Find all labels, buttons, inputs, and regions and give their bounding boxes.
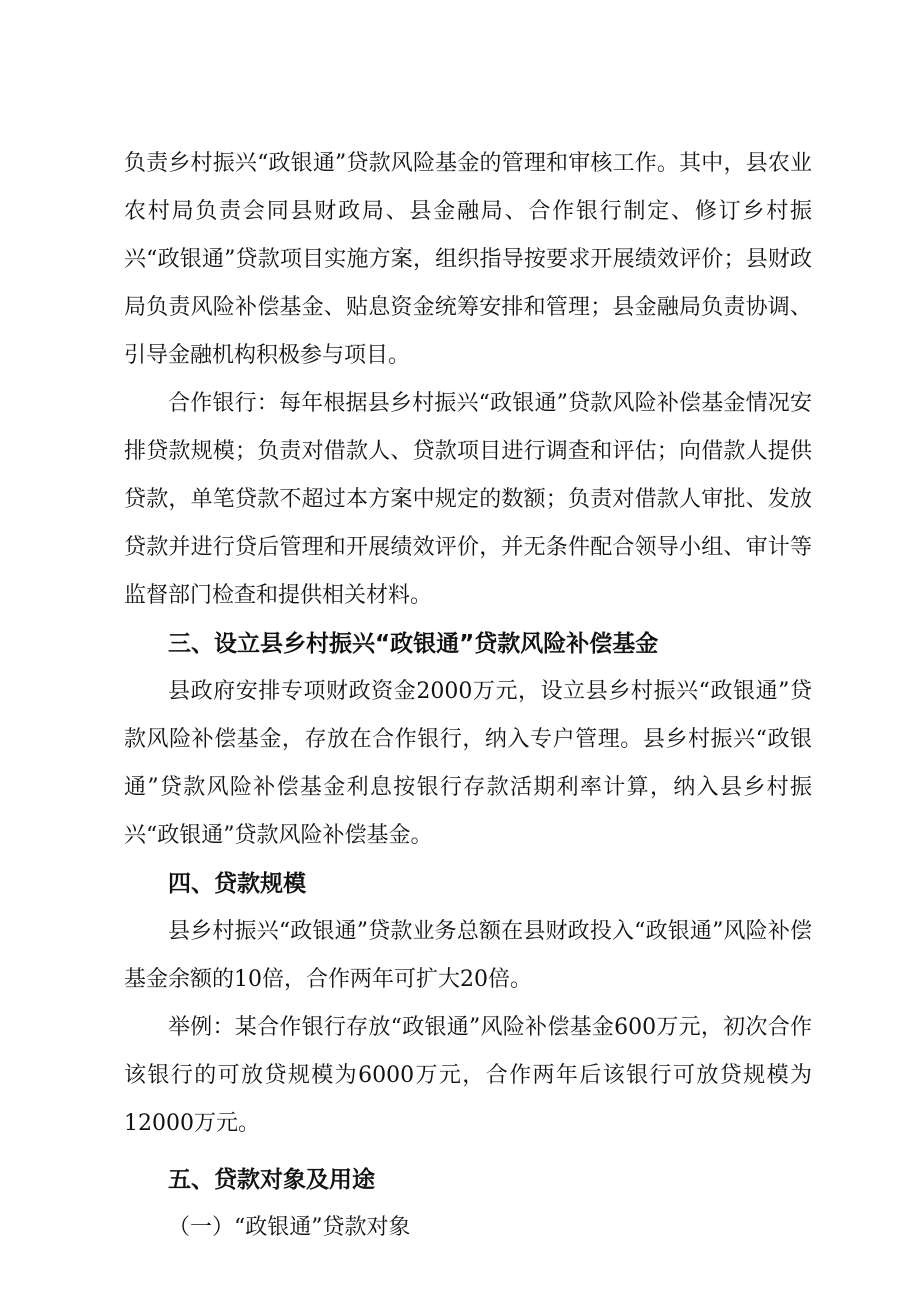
- section-heading-5: 五、贷款对象及用途: [168, 1167, 375, 1193]
- subsection-heading-1: （一）“政银通”贷款对象: [168, 1215, 411, 1240]
- section-heading-4: 四、贷款规模: [168, 871, 306, 897]
- paragraph-partner-bank: 合作银行：每年根据县乡村振兴“政银通”贷款风险补偿基金情况安排贷款规模；负责对借款人、贷款项目进行调查和评估；向借款人提供贷款，单笔贷款不超过本方案中规定的数额；负责对借款人审批、发放贷款并进行贷后管理和开展绩效评价，并无条件配合领导小组、审计等监督部门检查和提供相关材料。: [124, 391, 812, 608]
- paragraph-example: 举例：某合作银行存放“政银通”风险补偿基金600万元，初次合作该银行的可放贷规模为6000万元，合作两年后该银行可放贷规模为12000万元。: [124, 1015, 812, 1136]
- paragraph-compensation-fund: 县政府安排专项财政资金2000万元，设立县乡村振兴“政银通”贷款风险补偿基金，存放在合作银行，纳入专户管理。县乡村振兴“政银通”贷款风险补偿基金利息按银行存款活期利率计算，纳入县乡村振兴“政银通”贷款风险补偿基金。: [124, 679, 812, 848]
- paragraph-responsibilities: 负责乡村振兴“政银通”贷款风险基金的管理和审核工作。其中，县农业农村局负责会同县财政局、县金融局、合作银行制定、修订乡村振兴“政银通”贷款项目实施方案，组织指导按要求开展绩效评价；县财政局负责风险补偿基金、贴息资金统筹安排和管理；县金融局负责协调、引导金融机构积极参与项目。: [124, 151, 812, 368]
- document-page: [124, 140, 812, 1252]
- section-heading-3: 三、设立县乡村振兴“政银通”贷款风险补偿基金: [168, 631, 659, 657]
- paragraph-loan-scale: 县乡村振兴“政银通”贷款业务总额在县财政投入“政银通”风险补偿基金余额的10倍，合作两年可扩大20倍。: [124, 919, 812, 992]
